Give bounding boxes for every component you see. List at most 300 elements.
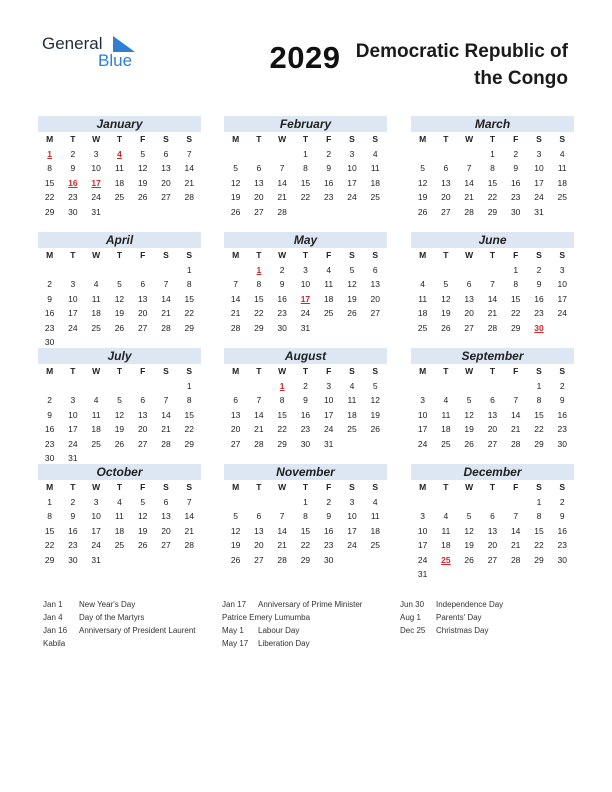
day-cell: 8 [186,395,192,405]
holiday-entry [400,611,503,624]
day-cell: 8 [303,511,308,521]
holiday-name: Liberation Day [258,639,310,648]
day-cell [224,147,247,162]
month-title: June [411,232,574,248]
holiday-entry [222,611,362,624]
day-cell: 17 [534,177,544,188]
week-row [38,408,201,423]
day-cell: 8 [256,279,262,289]
weekday-label: T [489,366,496,376]
day-cell: 7 [513,511,519,521]
day-cell [481,567,504,582]
day-cell [85,263,108,278]
day-cell: 31 [323,438,334,449]
day-cell: 18 [323,293,334,304]
weekday-label: S [163,250,169,260]
week-row [224,263,387,278]
holiday-name: Independence Day [436,600,504,609]
weekday-label: W [465,366,474,376]
day-cell [85,379,108,394]
month-title: March [411,116,574,132]
day-cell: 13 [161,511,171,521]
day-cell [364,437,387,452]
week-row [411,379,574,394]
day-cell: 24 [347,540,357,550]
day-cell [340,321,363,336]
calendar-year: 2029 [269,40,341,75]
day-cell: 25 [370,192,380,202]
weekday-label: T [256,134,262,144]
weekday-label: M [419,482,427,492]
day-cell: 17 [347,177,357,188]
day-cell: 20 [370,293,380,304]
day-cell: 16 [557,525,567,536]
weekday-label: M [232,250,240,260]
week-row [411,538,574,553]
day-cell: 10 [300,279,311,289]
weekday-label: W [92,366,101,376]
day-cell [247,147,270,162]
day-cell: 19 [230,192,241,202]
day-cell: 4 [420,279,425,289]
day-cell: 31 [68,453,78,463]
day-cell: 18 [557,177,567,188]
day-cell: 8 [536,395,542,405]
day-cell: 9 [47,293,52,304]
day-cell: 5 [420,163,425,173]
weekday-label: T [489,134,496,144]
day-cell [434,263,457,278]
month-june [411,232,574,335]
day-cell: 23 [44,438,55,449]
day-cell: 29 [277,438,287,449]
day-cell [108,205,131,220]
month-title: August [224,348,387,364]
day-cell: 19 [370,409,380,420]
day-cell: 5 [140,148,146,159]
day-cell: 21 [277,192,287,202]
day-cell: 28 [161,438,171,449]
holiday-name: Anniversary of President Laurent [79,626,196,635]
day-cell: 19 [114,424,125,434]
holiday-date: Jun 30 [400,600,425,609]
day-cell: 3 [420,395,425,405]
day-cell: 23 [68,192,78,202]
week-row [411,408,574,423]
day-cell: 14 [277,525,287,536]
day-cell: 26 [114,438,125,449]
day-cell: 23 [277,308,287,318]
day-cell: 22 [534,540,544,550]
day-cell: 1 [47,496,52,507]
day-cell: 2 [513,148,519,159]
weekday-header-row [411,364,574,379]
day-cell: 29 [487,206,498,217]
day-cell: 25 [114,540,125,550]
day-cell: 30 [68,554,78,565]
week-row [38,190,201,205]
day-cell [154,379,177,394]
day-cell: 13 [254,525,264,536]
day-cell [224,263,247,278]
holiday-column [43,598,196,650]
week-row [38,147,201,162]
day-cell: 28 [184,540,194,550]
week-row [411,205,574,220]
day-cell: 28 [277,206,287,217]
day-cell: 23 [300,424,311,434]
day-cell: 4 [93,279,99,289]
weekday-header-row [224,480,387,495]
day-cell [411,263,434,278]
day-cell: 27 [161,192,171,202]
day-cell: 26 [370,424,380,434]
holiday-day-cell: 17 [91,177,101,188]
day-cell: 15 [300,177,311,188]
day-cell: 17 [347,525,357,536]
day-cell [224,379,247,394]
month-july [38,348,201,466]
day-cell: 10 [347,163,357,173]
day-cell: 2 [47,279,52,289]
day-cell: 7 [279,511,285,521]
weekday-label: T [302,134,309,144]
day-cell: 2 [326,496,332,507]
day-cell: 8 [490,163,495,173]
week-row [38,437,201,452]
day-cell: 12 [441,293,451,304]
day-cell: 2 [326,148,332,159]
day-cell: 14 [161,409,171,420]
day-cell [131,205,154,220]
holiday-name: Anniversary of Prime Minister [258,600,363,609]
day-cell: 19 [464,540,474,550]
day-cell [317,321,340,336]
holiday-entry [222,637,362,650]
weekday-label: F [140,366,146,376]
day-cell: 26 [114,322,125,333]
day-cell: 4 [117,496,122,507]
day-cell: 30 [510,206,521,217]
day-cell: 17 [91,525,101,536]
day-cell: 11 [441,525,451,536]
day-cell: 22 [184,308,194,318]
day-cell: 7 [186,148,192,159]
day-cell: 4 [372,496,378,507]
day-cell: 5 [372,380,378,391]
month-january [38,116,201,219]
day-cell: 13 [137,409,148,420]
day-cell: 6 [256,163,262,173]
month-august [224,348,387,451]
holiday-day-cell: 30 [534,322,544,333]
day-cell: 31 [534,206,544,217]
day-cell: 11 [91,293,101,304]
day-cell: 9 [326,511,332,521]
weekday-header-row [411,132,574,147]
day-cell [458,567,481,582]
day-cell: 29 [44,554,55,565]
day-cell: 3 [536,148,542,159]
logo-text-general: General [42,34,103,53]
holiday-date: Jan 4 [43,613,63,622]
week-row [411,422,574,437]
day-cell: 13 [370,279,380,289]
day-cell: 16 [534,293,544,304]
day-cell: 12 [370,395,380,405]
day-cell: 29 [184,322,194,333]
weekday-header-row [38,480,201,495]
day-cell: 20 [441,192,451,202]
day-cell: 16 [323,177,334,188]
day-cell: 16 [557,409,567,420]
day-cell: 22 [487,192,498,202]
week-row [38,292,201,307]
weekday-label: W [92,134,101,144]
day-cell [294,205,317,220]
day-cell: 15 [184,409,194,420]
day-cell: 2 [279,264,285,275]
month-may [224,232,387,335]
day-cell: 12 [230,525,241,536]
month-october [38,464,201,567]
weekday-label: W [278,134,287,144]
week-row [224,553,387,568]
day-cell: 12 [464,525,474,536]
weekday-label: T [443,482,449,492]
week-row [224,393,387,408]
day-cell: 21 [230,308,241,318]
holiday-entry [222,598,362,611]
day-cell: 24 [534,192,544,202]
day-cell: 30 [68,206,78,217]
weekday-label: S [186,250,193,260]
week-row [224,306,387,321]
day-cell: 10 [91,163,101,173]
day-cell: 11 [347,395,357,405]
weekday-label: F [326,250,332,260]
day-cell: 7 [163,395,169,405]
day-cell: 3 [93,148,99,159]
day-cell: 3 [70,395,76,405]
day-cell: 23 [68,540,78,550]
day-cell: 12 [137,163,148,173]
day-cell: 18 [114,525,125,536]
day-cell: 5 [233,511,238,521]
day-cell [38,263,61,278]
day-cell: 3 [70,279,76,289]
week-row [224,176,387,191]
holiday-entry [400,598,503,611]
weekday-label: T [302,366,309,376]
week-row [411,524,574,539]
day-cell [38,379,61,394]
weekday-label: W [278,366,287,376]
day-cell: 27 [137,322,148,333]
holiday-entry [43,624,196,637]
day-cell: 25 [441,438,451,449]
week-row [38,495,201,510]
day-cell [61,379,84,394]
weekday-label: M [46,134,54,144]
day-cell [224,495,247,510]
day-cell: 17 [323,409,334,420]
day-cell: 29 [254,322,264,333]
holiday-entry [400,624,503,637]
weekday-header-row [411,480,574,495]
day-cell: 7 [513,395,519,405]
day-cell: 22 [44,192,55,202]
holiday-entry [43,611,196,624]
day-cell [504,495,527,510]
day-cell [481,495,504,510]
logo-text-blue: Blue [98,51,133,70]
week-row [411,509,574,524]
week-row [411,495,574,510]
day-cell: 20 [464,308,474,318]
day-cell: 29 [44,206,55,217]
day-cell: 29 [534,438,544,449]
day-cell: 28 [487,322,498,333]
day-cell: 6 [490,511,495,521]
weekday-label: W [465,134,474,144]
month-title: February [224,116,387,132]
week-row [38,553,201,568]
day-cell: 28 [230,322,241,333]
day-cell: 15 [44,177,55,188]
day-cell [108,379,131,394]
day-cell: 26 [230,206,241,217]
weekday-label: S [186,482,193,492]
day-cell [504,567,527,582]
day-cell: 7 [233,279,238,289]
day-cell: 5 [349,264,355,275]
day-cell: 8 [47,163,52,173]
day-cell: 7 [186,496,192,507]
weekday-label: S [559,134,566,144]
weekday-label: F [140,134,146,144]
week-row [38,524,201,539]
day-cell [271,495,294,510]
day-cell: 20 [161,525,171,536]
day-cell: 25 [347,424,357,434]
day-cell [154,263,177,278]
day-cell: 30 [557,438,567,449]
day-cell: 19 [137,525,148,536]
day-cell: 16 [323,525,334,536]
week-row [38,538,201,553]
day-cell: 28 [464,206,474,217]
holiday-name: New Year's Day [79,600,136,609]
day-cell: 24 [347,192,357,202]
day-cell: 8 [186,279,192,289]
day-cell: 9 [559,395,565,405]
weekday-label: T [256,250,262,260]
day-cell: 2 [559,380,565,391]
day-cell: 15 [254,293,264,304]
weekday-header-row [38,364,201,379]
weekday-header-row [38,248,201,263]
weekday-label: S [536,134,542,144]
day-cell: 26 [137,192,148,202]
holiday-name: Patrice Emery Lumumba [222,613,311,622]
holiday-date: Aug 1 [400,613,421,622]
day-cell: 25 [114,192,125,202]
weekday-label: W [278,250,287,260]
day-cell [364,205,387,220]
week-row [411,306,574,321]
week-row [411,292,574,307]
day-cell: 20 [137,308,148,318]
day-cell: 30 [44,337,55,347]
day-cell: 2 [70,496,76,507]
month-title: July [38,348,201,364]
weekday-label: S [536,366,542,376]
day-cell: 1 [513,264,519,275]
week-row [411,277,574,292]
day-cell [61,263,84,278]
day-cell: 24 [91,192,101,202]
day-cell [481,263,504,278]
holiday-day-cell: 4 [117,148,122,159]
day-cell [481,379,504,394]
day-cell [131,379,154,394]
weekday-label: F [513,250,519,260]
day-cell: 13 [487,409,498,420]
day-cell: 14 [277,177,287,188]
day-cell: 27 [254,554,264,565]
day-cell: 6 [163,148,169,159]
day-cell [131,553,154,568]
day-cell: 10 [557,279,567,289]
weekday-label: T [443,134,449,144]
day-cell: 7 [163,279,169,289]
weekday-label: S [372,366,379,376]
weekday-label: S [349,482,355,492]
day-cell: 11 [91,409,101,420]
day-cell: 10 [68,293,78,304]
day-cell: 4 [93,395,99,405]
day-cell [434,495,457,510]
holiday-name: Labour Day [258,626,300,635]
month-title: September [411,348,574,364]
week-row [224,292,387,307]
day-cell: 31 [417,569,428,579]
week-row [224,422,387,437]
holiday-date: Dec 25 [400,626,426,635]
day-cell: 9 [70,163,76,173]
day-cell: 26 [230,554,241,565]
day-cell: 15 [534,525,544,536]
day-cell: 2 [559,496,565,507]
brand-logo [42,34,142,74]
day-cell: 15 [300,525,311,536]
day-cell: 6 [233,395,238,405]
holiday-entry [222,624,362,637]
day-cell: 5 [466,395,472,405]
weekday-header-row [224,248,387,263]
holiday-date: Jan 17 [222,600,247,609]
day-cell: 10 [323,395,334,405]
weekday-label: F [326,482,332,492]
day-cell: 22 [534,424,544,434]
day-cell: 20 [137,424,148,434]
day-cell [434,567,457,582]
weekday-label: W [92,250,101,260]
day-cell: 12 [230,177,241,188]
day-cell: 26 [417,206,428,217]
week-row [224,379,387,394]
